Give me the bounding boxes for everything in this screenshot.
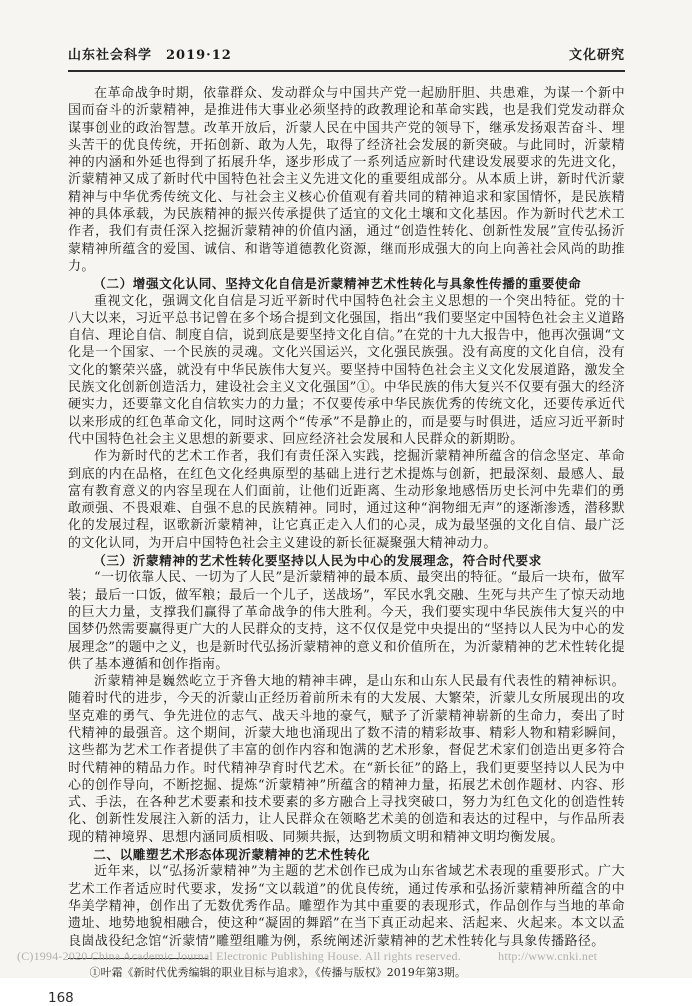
cnki-url: http://www.cnki.net [498,949,598,963]
header-rule [68,70,625,72]
paragraph: “一切依靠人民、一切为了人民”是沂蒙精神的最本质、最突出的特征。“最后一块布，做军装；最后一口饭，做军粮；最后一个儿子，送战场”，军民水乳交融、生死与共产生了惊天动地的巨大力量，支撑我们赢得了革命战争的伟大胜利。今天，我们要实现中华民族伟大复兴的中国梦仍然需要赢得更广大的人民群众的支持，这不仅仅是党中央提出的“坚持以人民为中心的发展理念”的题中之义，也是新时代弘扬沂蒙精神的意义和价值所在，为沂蒙精神的艺术性转化提供了基本遵循和创作指南。 [68,570,625,672]
section-heading: （二）增强文化认同、坚持文化自信是沂蒙精神艺术性转化与具象性传播的重要使命 [93,276,582,292]
paragraph: 作为新时代的艺术工作者，我们有责任深入实践，挖掘沂蒙精神所蕴含的信念坚定、革命到底的内在品格，在红色文化经典原型的基础上进行艺术提炼与创新，把最深刻、最感人、最富有教育意义的内容呈现在人们面前，让他们近距离、生动形象地感悟历史长河中先辈们的勇敢顽强、不畏艰难、自强不息的民族精神。同时，通过这种“润物细无声”的逐渐渗透，潜移默化的发展过程，讴歌新沂蒙精神，让它真正走入人们的心灵，成为最坚强的文化自信、最广泛的文化认同，为开启中国特色社会主义建设的新长征凝聚强大精神动力。 [68,449,625,551]
section-heading: （三）沂蒙精神的艺术性转化要坚持以人民为中心的发展理念，符合时代要求 [93,553,542,569]
copyright-line [17,949,597,964]
section-label: 文化研究 [568,48,625,63]
footnote-text: ①叶霜《新时代优秀编辑的职业目标与追求》，《传播与版权》2019年第3期。 [89,965,467,979]
page-content [48,44,625,1006]
article-body [68,85,625,950]
page-header [68,44,625,70]
copyright-text: (C)1994-2020 China Academic Journal Electronic Publishing House. All rights reserved. [17,949,461,963]
paragraph: 近年来，以“弘扬沂蒙精神”为主题的艺术创作已成为山东省域艺术表现的重要形式。广大艺术工作者适应时代要求，发扬“文以载道”的优良传统，通过传承和弘扬沂蒙精神所蕴含的中华美学精神，创作出了无数优秀作品。雕塑作为其中重要的表现形式，作品创作与当地的革命遗址、地势地貌相融合，使这种“凝固的舞蹈”在当下真正动起来、活起来、火起来。本文以孟良崮战役纪念馆“沂蒙情”雕塑组雕为例，系统阐述沂蒙精神的艺术性转化与具象传播路径。 [68,864,625,949]
page-number: 168 [48,989,74,1006]
paragraph: 重视文化，强调文化自信是习近平新时代中国特色社会主义思想的一个突出特征。党的十八大以来，习近平总书记曾在多个场合提到文化强国，指出“我们要坚定中国特色社会主义道路自信、理论自信、制度自信，说到底是要坚持文化自信。”在党的十九大报告中，他再次强调“文化是一个国家、一个民族的灵魂。文化兴国运兴，文化强民族强。没有高度的文化自信，没有文化的繁荣兴盛，就没有中华民族伟大复兴。要坚持中国特色社会主义文化发展道路，激发全民族文化创新创造活力，建设社会主义文化强国”①。中华民族的伟大复兴不仅要有强大的经济硬实力，还要靠文化自信软实力的力量；不仅要传承中华民族优秀的传统文化，还要传承近代以来形成的红色革命文化，同时这两个“传承”不是静止的，而是要与时俱进，适应习近平新时代中国特色社会主义思想的新要求、回应经济社会发展和人民群众的新期盼。 [68,293,625,447]
paragraph: 在革命战争时期，依靠群众、发动群众与中国共产党一起励肝胆、共患难，为谋一个新中国而奋斗的沂蒙精神，是推进伟大事业必须坚持的政教理论和革命实践，也是我们党发动群众谋事创业的政治智慧。改革开放后，沂蒙人民在中国共产党的领导下，继承发扬艰苦奋斗、埋头苦干的优良传统，开拓创新、敢为人先，取得了经济社会发展的新突破。与此同时，沂蒙精神的内涵和外延也得到了拓展升华，逐步形成了一系列适应新时代建设发展要求的先进文化，沂蒙精神又成了新时代中国特色社会主义先进文化的重要组成部分。从本质上讲，新时代沂蒙精神与中华优秀传统文化、与社会主义核心价值观有着共同的精神追求和家国情怀，是民族精神的具体承载，为民族精神的振兴传承提供了适宜的文化土壤和文化基因。作为新时代艺术工作者，我们有责任深入挖掘沂蒙精神的价值内涵，通过“创造性转化、创新性发展”宣传弘扬沂蒙精神所蕴含的爱国、诚信、和谐等道德教化资源，继而形成强大的向上向善社会风尚的助推力。 [68,86,625,274]
paragraph: 沂蒙精神是巍然屹立于齐鲁大地的精神丰碑，是山东和山东人民最有代表性的精神标识。随着时代的进步，今天的沂蒙山正经历着前所未有的大发展、大繁荣，沂蒙儿女所展现出的攻坚克难的勇气、争先进位的志气、战天斗地的豪气，赋予了沂蒙精神崭新的生命力，奏出了时代精神的最强音。这个期间，沂蒙大地也涌现出了数不清的精彩故事、精彩人物和精彩瞬间，这些都为艺术工作者提供了丰富的创作内容和饱满的艺术形象，督促艺术家们创造出更多符合时代精神的精品力作。时代精神孕育时代艺术。在“新长征”的路上，我们更要坚持以人民为中心的创作导向，不断挖掘、提炼“沂蒙精神”所蕴含的精神力量，拓展艺术创作题材、内容、形式、手法，在各种艺术要素和技术要素的多方融合上寻找突破口，努力为红色文化的创造性转化、创新性发展注入新的活力，让人民群众在领略艺术美的创造和表达的过程中，与作品所表现的精神境界、思想内涵同质相吸、同频共振，达到物质文明和精神文明均衡发展。 [68,674,625,845]
section-heading: 二、以雕塑艺术形态体现沂蒙精神的艺术性转化 [93,847,371,863]
journal-name: 山东社会科学 2019·12 [68,48,232,63]
